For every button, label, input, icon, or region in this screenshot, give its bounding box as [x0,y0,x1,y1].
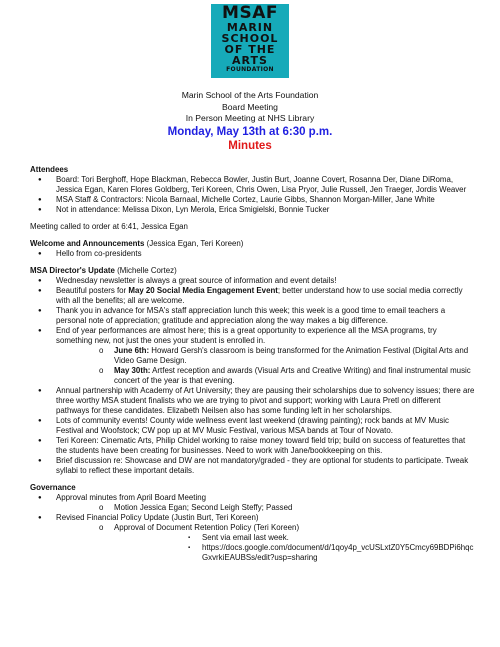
sub-list-item [56,346,475,366]
director-update-list [30,276,475,476]
sub-list [56,503,475,513]
director-update-title: MSA Director's Update [30,266,115,275]
sub-list-item [56,523,475,563]
logo-line-4: OF THE ARTS [224,43,276,67]
document-type: Minutes [228,139,272,152]
call-to-order: Meeting called to order at 6:41, Jessica Egan [30,222,188,231]
list-item [30,513,475,563]
governance-list [30,493,475,563]
item-bold-text: May 30th: [114,366,151,375]
list-item: ● Hello from co-presidents [30,249,475,259]
meeting-date: Monday, May 13th at 6:30 p.m. [167,125,333,138]
item-text: Revised Financial Policy Update (Justin Burt, Teri Koreen) [56,513,259,522]
item-text: Howard Gersh's classroom is being transformed for the Animation Festival (Digital Arts and Video Game Design. [114,346,469,365]
logo-line-5: FOUNDATION [226,66,274,73]
list-item: ● Annual partnership with Academy of Art University; they are pausing their scholarships due to solvency issues; there are three worthy MSA student finalists who we are trying to pivot and support; working with Laura Pretl on different pathways for these candidates. Elizabeth Neilsen also has some funding left in her scholarships. [30,386,475,416]
logo-line-1: MSAF [222,3,278,23]
sub-sub-list [114,533,475,563]
list-item: ● Wednesday newsletter is always a great source of information and event details! [30,276,475,286]
governance-title: Governance [30,483,76,492]
welcome-list [30,249,475,259]
governance-section [30,483,475,563]
welcome-presenters: (Jessica Egan, Teri Koreen) [144,239,244,248]
document-link[interactable]: ▪ https://docs.google.com/document/d/1qoy4p_vcUSLxtZ0Y5Cmcy69BDPi6hqcGxvrkiEAUBSs/edit?usp=sharing [114,543,475,563]
sub-list [56,346,475,386]
sub-list [56,523,475,563]
director-update-section [30,266,475,476]
item-bold-text: June 6th: [114,346,150,355]
welcome-heading [30,239,475,249]
attendees-section [30,165,475,215]
list-item: ● Thank you in advance for MSA's staff appreciation lunch this week; this week is a good time to email teachers a personal note of appreciation; gratitude and appreciation along the way makes a big difference. [30,306,475,326]
attendees-list [30,175,475,215]
list-item: ● MSA Staff & Contractors: Nicola Barnaal, Michelle Cortez, Laurie Gibbs, Shannon Morgan-Miller, Jane White [30,195,475,205]
msaf-logo [211,4,289,78]
director-update-heading [30,266,475,276]
list-item [30,286,475,306]
meeting-location: In Person Meeting at NHS Library [185,113,315,123]
minutes-body [30,165,475,570]
item-text: ; better understand how to use social media correctly with all the benefits; all are welcome. [56,286,463,305]
attendees-title: Attendees [30,165,69,174]
list-item [30,493,475,513]
list-item [30,326,475,386]
logo-line-2: MARIN [226,21,274,34]
document-header [0,90,500,153]
item-bold-text: May 20 Social Media Engagement Event [128,286,278,295]
welcome-section [30,239,475,259]
list-item: ● Not in attendance: Melissa Dixon, Lyn Merola, Erica Smigielski, Bonnie Tucker [30,205,475,215]
item-text: Beautiful posters for [56,286,129,295]
list-item: ● Board: Tori Berghoff, Hope Blackman, Rebecca Bowler, Justin Burt, Joanne Covert, Rosanna Der, Diane DiRoma, Jessica Egan, Karen Flores Goldberg, Teri Koreen, Chris Owen, Lisa Pryor, Julie Russell, Jen Traeger, Jordis Weaver [30,175,475,195]
org-name: Marin School of the Arts Foundation [181,90,319,100]
item-text: End of year performances are almost here; this is a great opportunity to experience all the MSA programs, try something new, not just the ones your student is enrolled in. [56,326,437,345]
sub-list-item: o Motion Jessica Egan; Second Leigh Steffy; Passed [56,503,475,513]
sub-list-item [56,366,475,386]
item-text: Artfest reception and awards (Visual Arts and Creative Writing) and final instrumental music concert of the year is that evening. [114,366,471,385]
meeting-type: Board Meeting [222,101,278,112]
list-item: ● Teri Koreen: Cinematic Arts, Philip Chidel working to raise money toward field trip; build on success of featurettes that the students have been creating for businesses. Need to work with Jane/bookkeeping on this. [30,436,475,456]
item-text: Approval minutes from April Board Meeting [56,493,206,502]
director-update-presenters: (Michelle Cortez) [114,266,177,275]
sub-sub-list-item: ▪ Sent via email last week. [114,533,475,543]
item-text: Approval of Document Retention Policy (Teri Koreen) [114,523,300,532]
list-item: ● Lots of community events! County wide wellness event last weekend (drawing painting); rock bands at MV Music Festival and Woofstock; CW pop up at MV Music Festival, various MSA bands at Tour of Novato. [30,416,475,436]
list-item: ● Brief discussion re: Showcase and DW are not mandatory/graded - they are optional for students to participate. Tweak syllabi to reflect these important details. [30,456,475,476]
logo-line-3: SCHOOL [221,32,279,45]
welcome-title: Welcome and Announcements [30,239,145,248]
